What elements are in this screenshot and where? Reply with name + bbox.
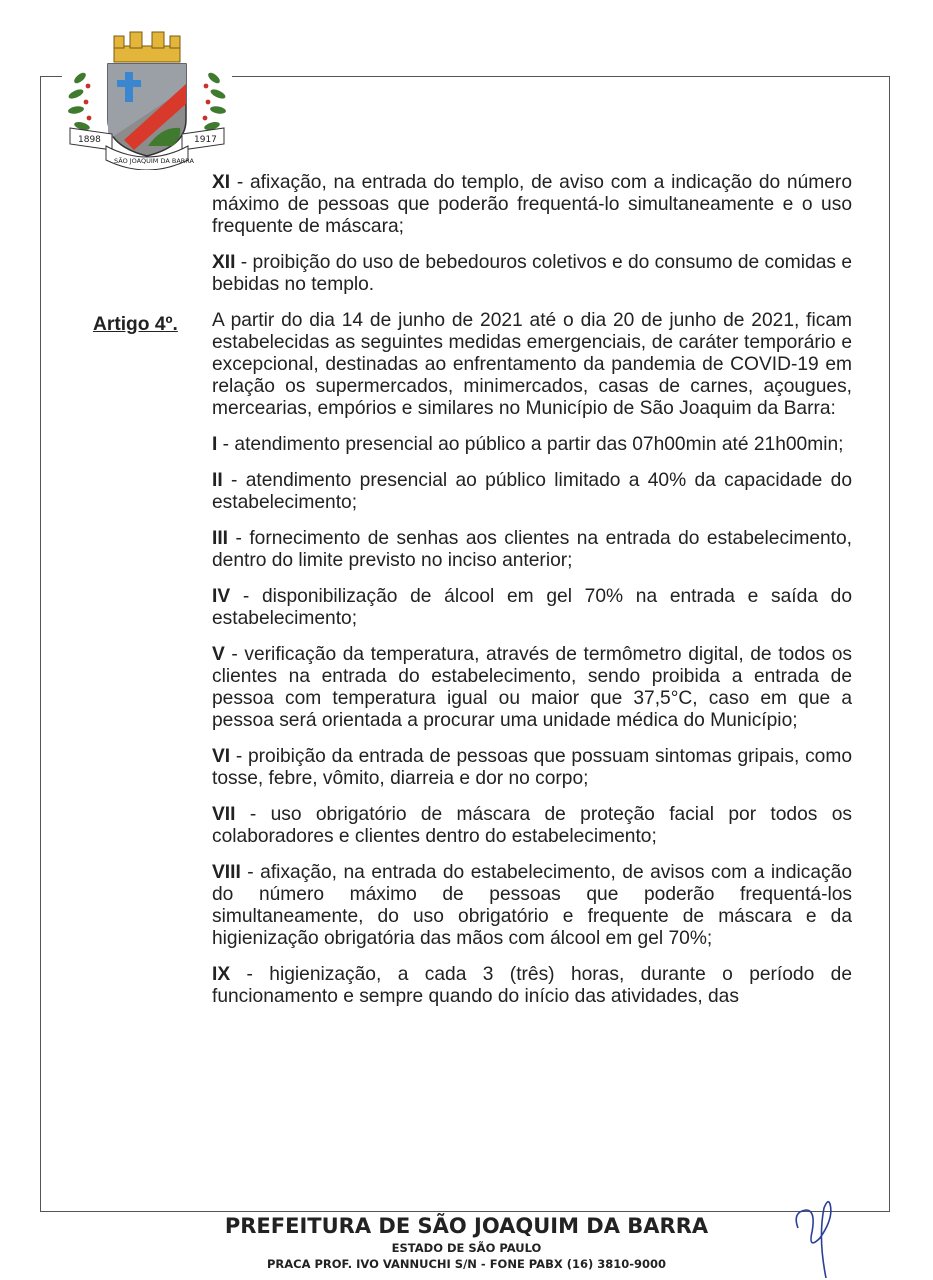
inciso-text: - afixação, na entrada do estabelecimento, de avisos com a indicação do número máximo de pessoas que poderão frequentá-los simultaneamente, do uso obrigatório e frequente de máscara e da higienização obrigatória das mãos com álcool em gel 70%; (212, 862, 852, 949)
paragraph-iii (212, 528, 852, 572)
inciso-marker: VII (212, 804, 236, 825)
paragraph-xi (212, 172, 852, 238)
footer-organization-name: PREFEITURA DE SÃO JOAQUIM DA BARRA (224, 1214, 709, 1238)
crest-year-right: 1917 (194, 135, 217, 145)
inciso-marker: V (212, 644, 225, 665)
paragraph-xii (212, 252, 852, 296)
inciso-text: - uso obrigatório de máscara de proteção facial por todos os colaboradores e clientes dentro do estabelecimento; (212, 804, 852, 847)
inciso-marker: I (212, 434, 218, 455)
inciso-text: - disponibilização de álcool em gel 70% na entrada e saída do estabelecimento; (212, 586, 852, 629)
inciso-marker: IX (212, 964, 231, 985)
inciso-text: - afixação, na entrada do templo, de aviso com a indicação do número máximo de pessoas que poderão frequentá-lo simultaneamente e o uso frequente de máscara; (212, 172, 852, 237)
inciso-text: - higienização, a cada 3 (três) horas, durante o período de funcionamento e sempre quando do início das atividades, das (212, 964, 852, 1007)
inciso-marker: VIII (212, 862, 241, 883)
paragraph-ii (212, 470, 852, 514)
paragraph-viii (212, 862, 852, 950)
paragraph-v (212, 644, 852, 732)
paragraph-iv (212, 586, 852, 630)
footer-state: ESTADO DE SÃO PAULO (391, 1241, 542, 1255)
paragraph-ix (212, 964, 852, 1008)
inciso-text: - fornecimento de senhas aos clientes na entrada do estabelecimento, dentro do limite previsto no inciso anterior; (212, 528, 852, 571)
crest-motto: SÃO JOAQUIM DA BARRA (114, 157, 195, 165)
paragraph-i (212, 434, 852, 456)
municipal-crest-logo (62, 28, 232, 170)
inciso-marker: VI (212, 746, 231, 767)
inciso-text: - proibição da entrada de pessoas que possuam sintomas gripais, como tosse, febre, vômito, diarreia e dor no corpo; (212, 746, 852, 789)
footer-address: PRACA PROF. IVO VANNUCHI S/N - FONE PABX (16) 3810-9000 (266, 1257, 667, 1271)
inciso-marker: II (212, 470, 223, 491)
crest-year-left: 1898 (78, 135, 101, 145)
inciso-text: - verificação da temperatura, através de termômetro digital, de todos os clientes na entrada do estabelecimento, sendo proibida a entrada de pessoa com temperatura igual ou maior que 37,5°C, caso em que a pessoa será orientada a procurar uma unidade médica do Município; (212, 644, 852, 731)
inciso-marker: XII (212, 252, 236, 273)
inciso-text: - atendimento presencial ao público a partir das 07h00min até 21h00min; (217, 434, 844, 455)
document-body (212, 172, 852, 1022)
inciso-marker: XI (212, 172, 231, 193)
inciso-text: - proibição do uso de bebedouros coletivos e do consumo de comidas e bebidas no templo. (212, 252, 852, 295)
paragraph-vi (212, 746, 852, 790)
article-4-text: A partir do dia 14 de junho de 2021 até o dia 20 de junho de 2021, ficam estabelecidas as seguintes medidas emergenciais, de caráter temporário e excepcional, destinadas ao enfrentamento da pandemia de COVID-19 em relação os supermercados, minimercados, casas de carnes, açougues, mercearias, empórios e similares no Município de São Joaquim da Barra: (212, 310, 852, 419)
inciso-marker: III (212, 528, 228, 549)
article-4-label: Artigo 4º. (93, 314, 178, 335)
inciso-marker: IV (212, 586, 231, 607)
inciso-text: - atendimento presencial ao público limitado a 40% da capacidade do estabelecimento; (212, 470, 852, 513)
paragraph-vii (212, 804, 852, 848)
